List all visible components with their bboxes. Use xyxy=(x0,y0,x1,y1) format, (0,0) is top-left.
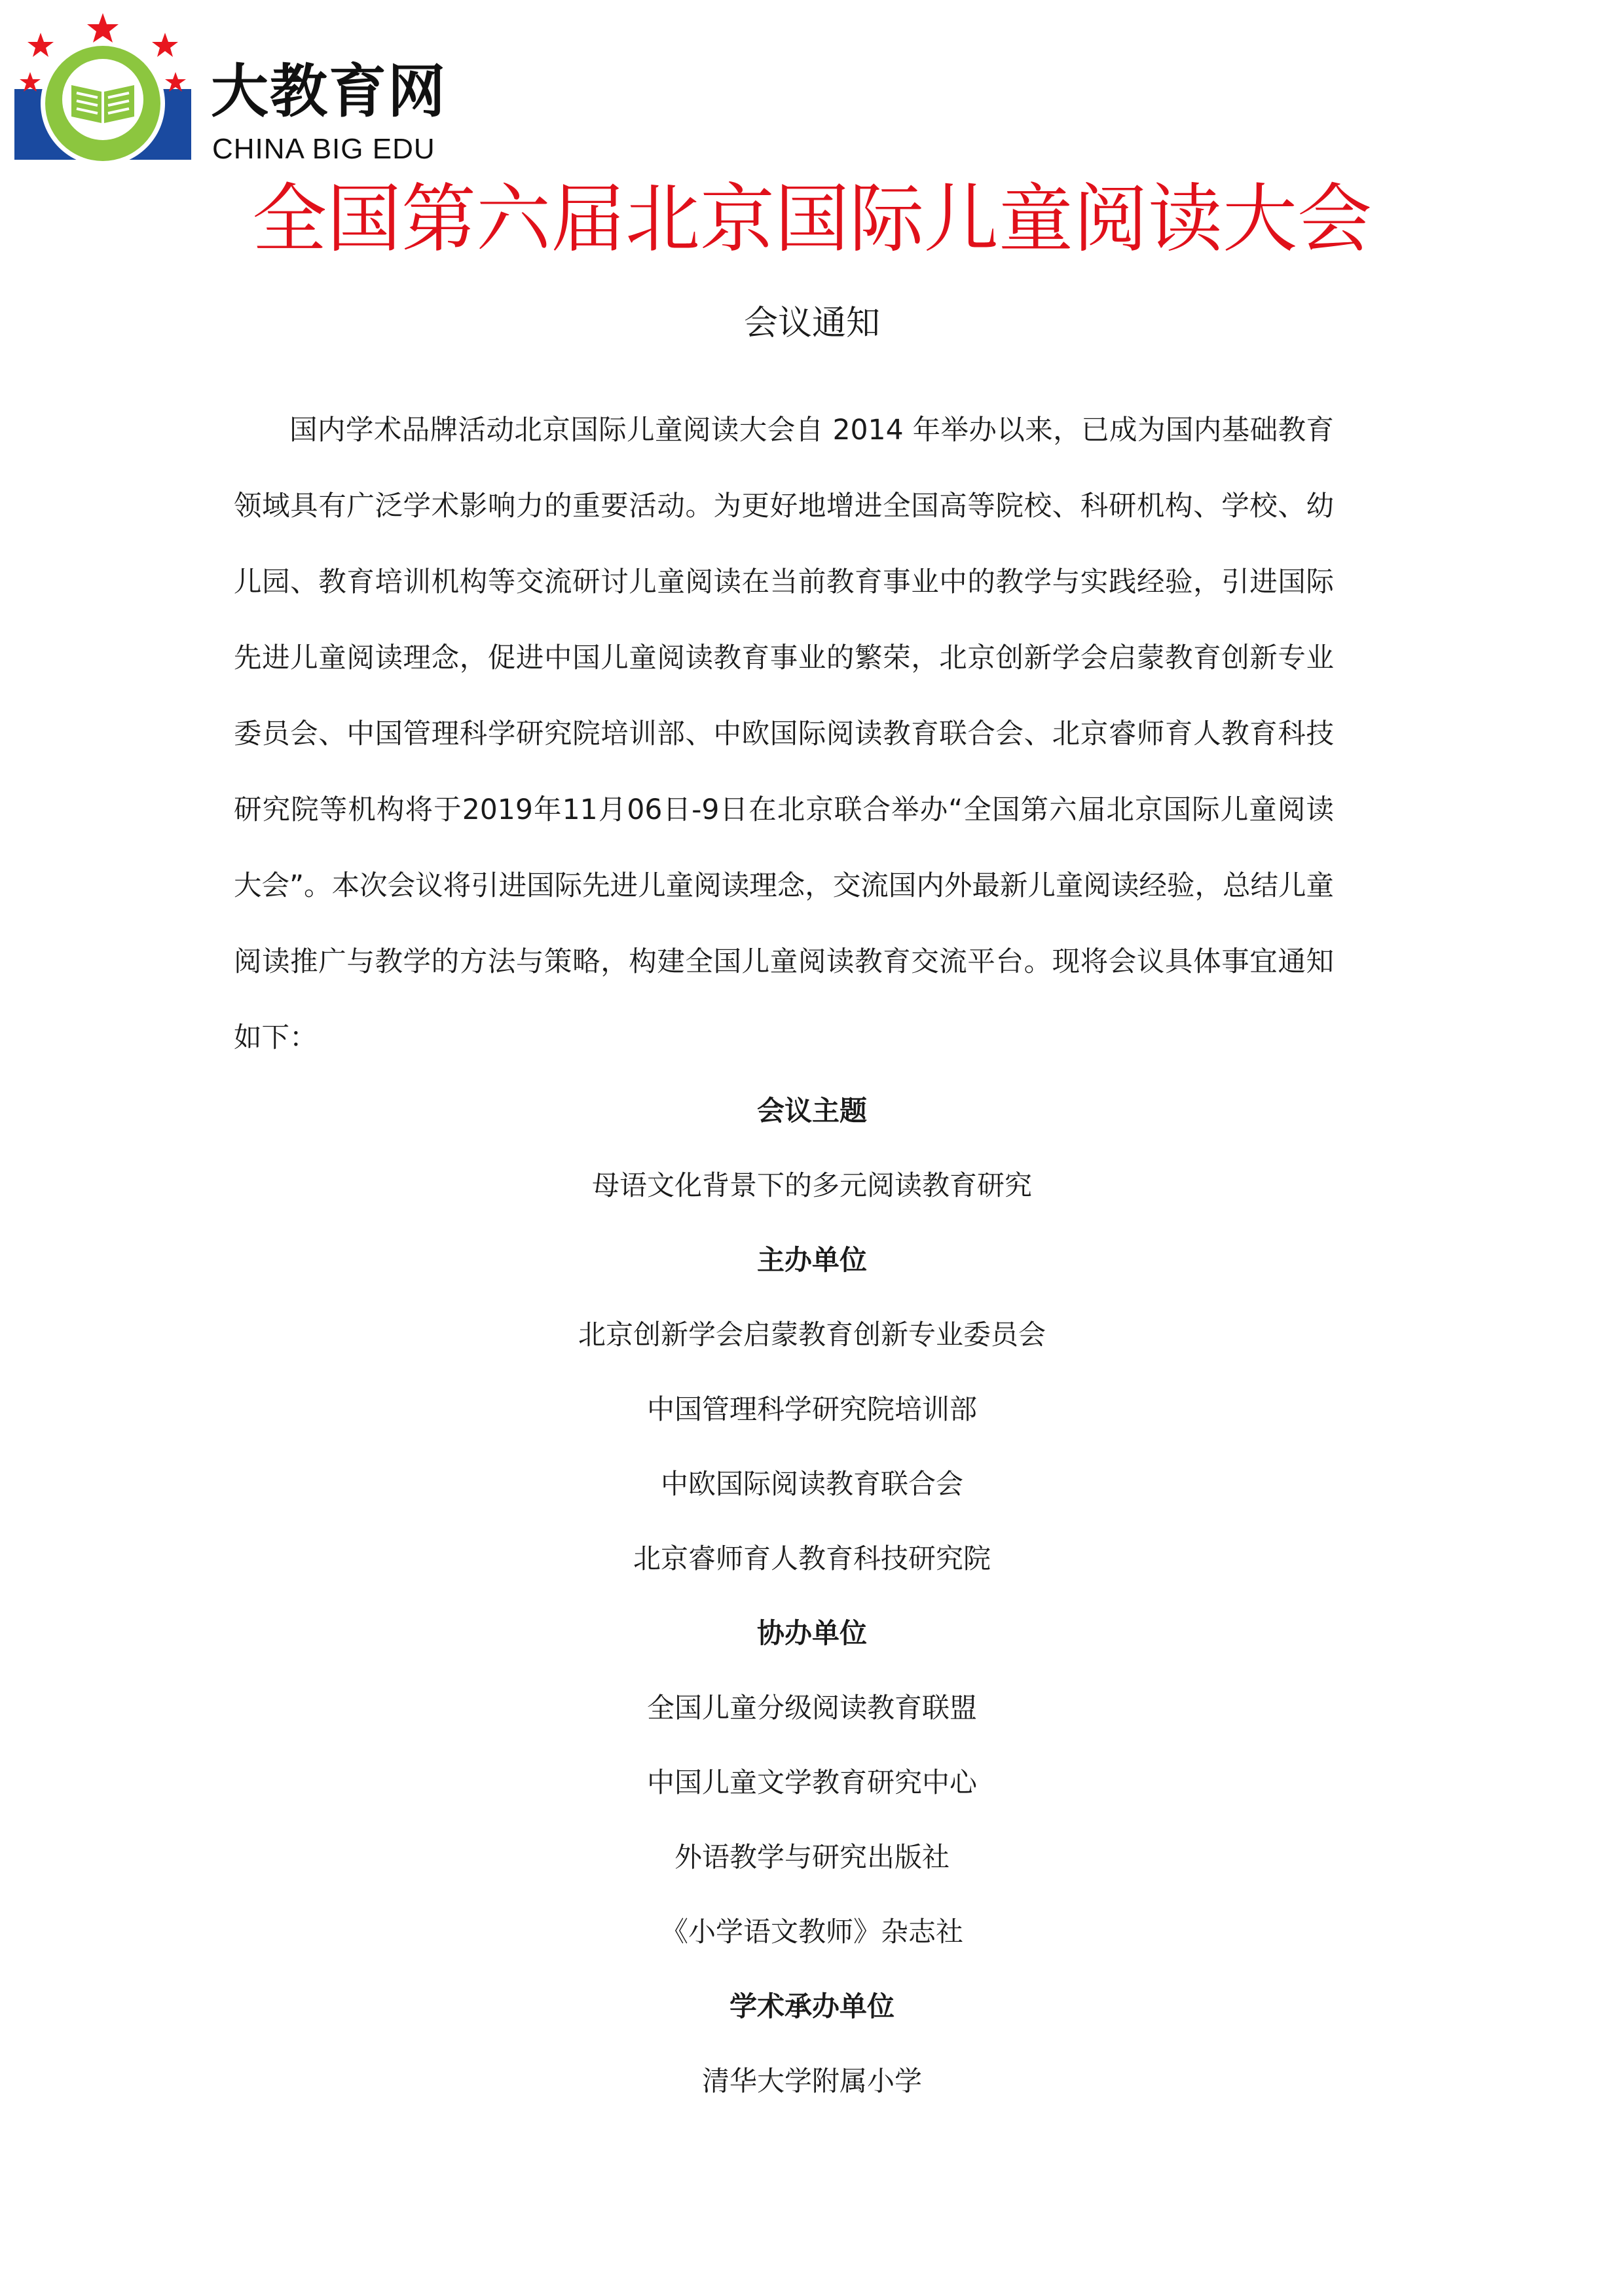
list-item: 中欧国际阅读教育联合会 xyxy=(660,1468,963,1500)
logo-emblem-icon xyxy=(14,12,198,169)
section-heading: 主办单位 xyxy=(756,1244,867,1276)
document-subtitle: 会议通知 xyxy=(743,304,880,343)
list-item: 《小学语文教师》杂志社 xyxy=(660,1916,963,1948)
section-co-organizers xyxy=(0,1596,1624,1969)
section-heading: 协办单位 xyxy=(756,1617,867,1649)
list-item: 母语文化背景下的多元阅读教育研究 xyxy=(591,1169,1032,1201)
logo-english-name: CHINA BIG EDU xyxy=(212,133,435,165)
section-hosts xyxy=(0,1223,1624,1596)
section-heading: 会议主题 xyxy=(756,1095,867,1127)
star-icon xyxy=(87,13,119,43)
list-item: 外语教学与研究出版社 xyxy=(674,1841,950,1873)
brand-logo xyxy=(14,12,473,169)
document-title: 全国第六届北京国际儿童阅读大会 xyxy=(251,175,1372,263)
list-item: 中国管理科学研究院培训部 xyxy=(646,1393,977,1425)
list-item: 清华大学附属小学 xyxy=(701,2065,922,2097)
star-icon xyxy=(165,72,186,92)
intro-paragraph: 国内学术品牌活动北京国际儿童阅读大会自 2014 年举办以来，已成为国内基础教育领域具有广泛学术影响力的重要活动。为更好地增进全国高等院校、科研机构、学校、幼儿园、教育培训机构等交流研讨儿童阅读在当前教育事业中的教学与实践经验，引进国际先进儿童阅读理念，促进中国儿童阅读教育事业的繁荣，北京创新学会启蒙教育创新专业委员会、中国管理科学研究院培训部、中欧国际阅读教育联合会、北京睿师育人教育科技研究院等机构将于2019年11月06日-9日在北京联合举办“全国第六届北京国际儿童阅读大会”。本次会议将引进国际先进儿童阅读理念，交流国内外最新儿童阅读经验，总结儿童阅读推广与教学的方法与策略，构建全国儿童阅读教育交流平台。现将会议具体事宜通知如下： xyxy=(234,414,1334,1054)
section-heading: 学术承办单位 xyxy=(729,1990,895,2022)
conference-details xyxy=(0,1074,1624,2119)
list-item: 全国儿童分级阅读教育联盟 xyxy=(646,1692,977,1724)
list-item: 北京创新学会启蒙教育创新专业委员会 xyxy=(578,1319,1046,1351)
logo-name: 大教育网 xyxy=(211,58,447,125)
star-icon xyxy=(20,72,41,92)
list-item: 中国儿童文学教育研究中心 xyxy=(646,1766,977,1798)
star-icon xyxy=(152,33,178,57)
list-item: 北京睿师育人教育科技研究院 xyxy=(633,1542,991,1575)
section-academic-organizer xyxy=(0,1969,1624,2119)
section-theme xyxy=(0,1074,1624,1223)
star-icon xyxy=(28,33,54,57)
